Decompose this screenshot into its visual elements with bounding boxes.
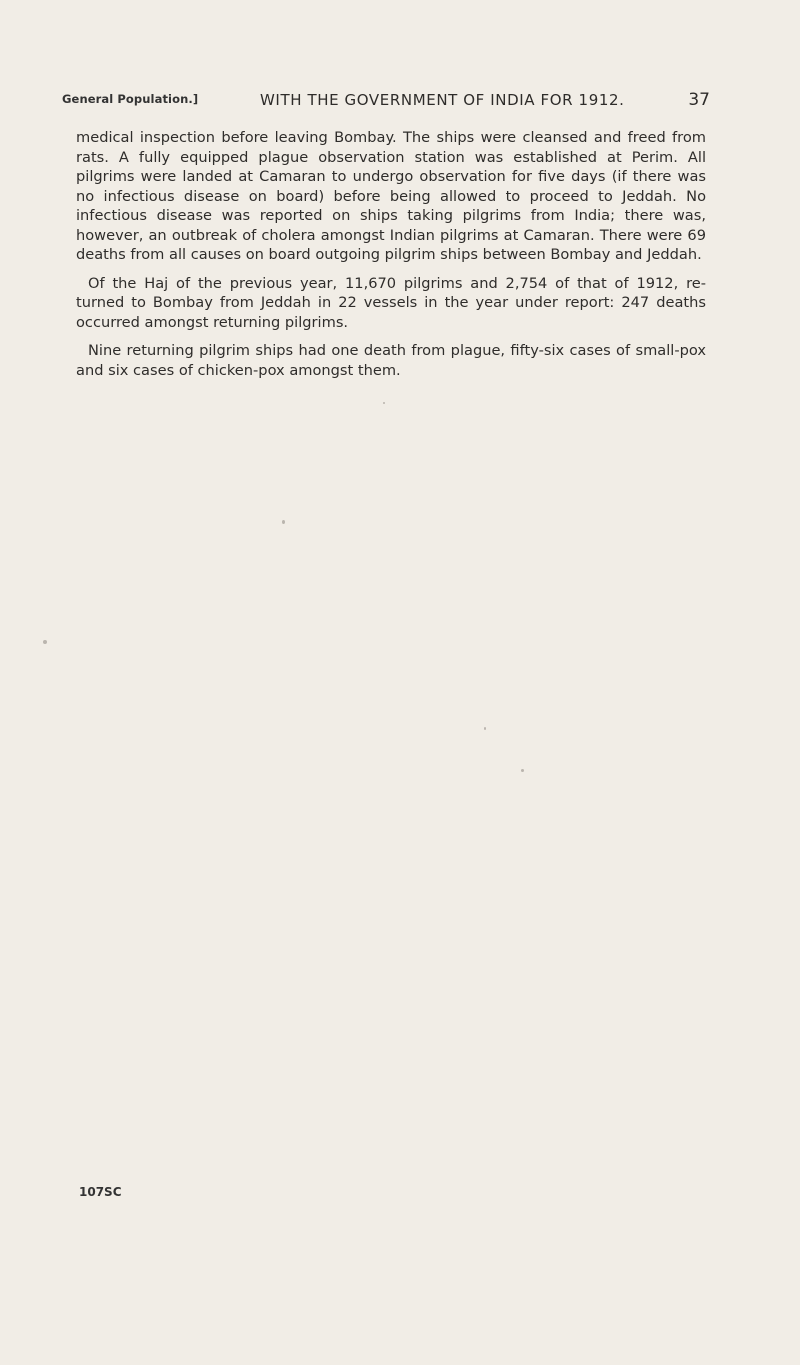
paragraph-2: Of the Haj of the previous year, 11,670 pilgrims and 2,754 of that of 1912, re-turned to Bombay from Jeddah in 22 vessels in the year under report: 247 deaths occurred amongst returning pilgrims.: [76, 274, 706, 331]
paragraph-1: medical inspection before leaving Bombay. The ships were cleansed and freed from rats. A fully equipped plague observation station was established at Perim. All pilgrims were landed at Camaran to undergo observation for five days (if there was no infectious disease on board) before being allowed to proceed to Jeddah. No infectious disease was reported on ships taking pilgrims from India; there was, however, an outbreak of cholera amongst Indian pilgrims at Camaran. There were 69 deaths from all causes on board outgoing pilgrim ships between Bombay and Jeddah.: [76, 129, 706, 263]
paragraph-3: Nine returning pilgrim ships had one death from plague, fifty-six cases of small-pox and six cases of chicken-pox amongst them.: [76, 342, 706, 379]
page-header: [62, 88, 710, 118]
section-label: General Population.]: [62, 92, 199, 106]
print-code: 107SC: [79, 1185, 122, 1199]
paper-speck: [484, 727, 486, 730]
paper-speck: [383, 402, 385, 404]
paper-speck: [282, 520, 285, 524]
running-title: WITH THE GOVERNMENT OF INDIA FOR 1912.: [260, 91, 625, 109]
paper-speck: [43, 640, 47, 644]
body-text: [76, 128, 706, 389]
paper-speck: [521, 769, 524, 772]
page-number: 37: [688, 90, 710, 110]
